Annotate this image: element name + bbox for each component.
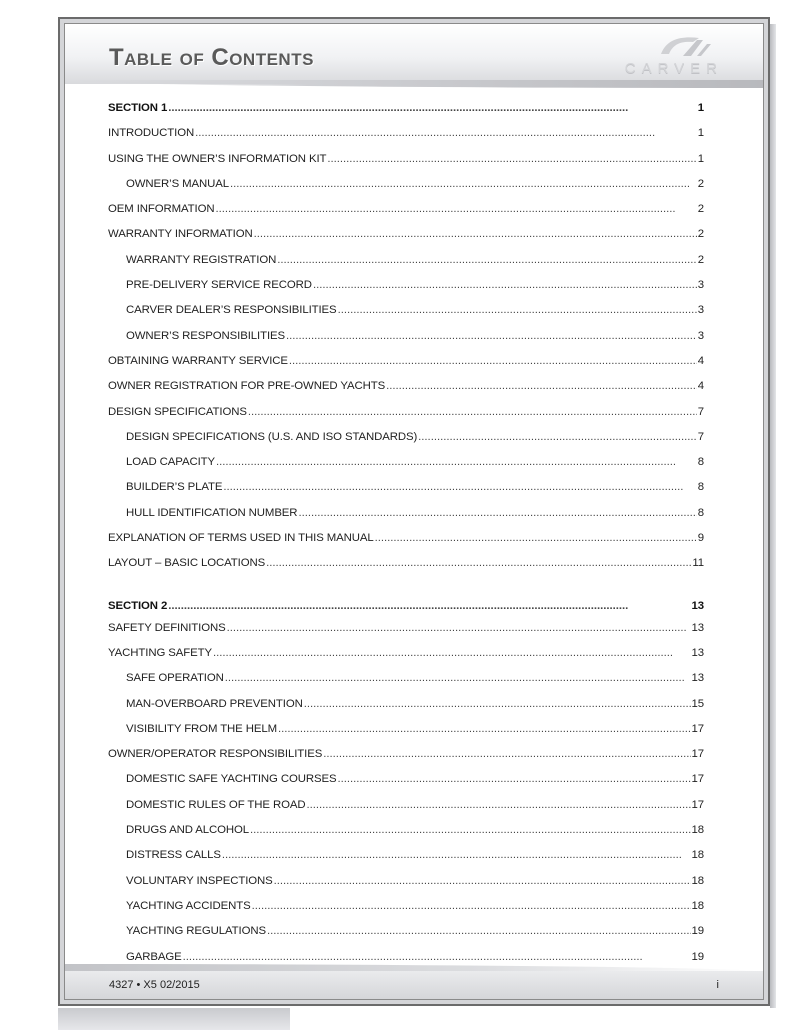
toc-entry-title: YACHTING ACCIDENTS	[126, 899, 251, 912]
toc-entry-page: 3	[697, 304, 704, 317]
toc-entry[interactable]	[108, 647, 704, 672]
toc-entry[interactable]	[108, 875, 704, 900]
page-number: i	[716, 979, 719, 991]
toc-entry-page: 8	[697, 506, 704, 519]
dot-leader	[248, 406, 697, 418]
toc-entry[interactable]	[108, 380, 704, 405]
toc-entry[interactable]	[108, 900, 704, 925]
dot-leader	[222, 849, 691, 861]
dot-leader	[254, 228, 697, 240]
toc-entry[interactable]	[108, 799, 704, 824]
toc-entry-page: 2	[697, 203, 704, 216]
toc-entry-page: 17	[691, 798, 704, 811]
toc-entry-title: LAYOUT – BASIC LOCATIONS	[108, 557, 266, 570]
dot-leader	[278, 723, 691, 735]
dot-leader	[183, 951, 691, 963]
toc-entry[interactable]	[108, 456, 704, 481]
toc-entry-title: OWNER/OPERATOR RESPONSIBILITIES	[108, 748, 323, 761]
toc-entry-page: 4	[697, 354, 704, 367]
toc-entry[interactable]	[108, 849, 704, 874]
toc-entry-title: INTRODUCTION	[108, 127, 195, 140]
dot-leader	[306, 799, 690, 811]
dot-leader	[168, 102, 697, 114]
dot-leader	[225, 672, 691, 684]
toc-entry-page: 3	[697, 279, 704, 292]
toc-entry-page: 18	[691, 849, 704, 862]
toc-entry[interactable]	[108, 557, 704, 582]
toc-entry[interactable]	[108, 925, 704, 950]
dot-leader	[266, 557, 691, 569]
dot-leader	[195, 127, 697, 139]
dot-leader	[375, 532, 697, 544]
toc-entry-title: WARRANTY INFORMATION	[108, 228, 253, 241]
dot-leader	[289, 355, 697, 367]
toc-entry-page: 1	[697, 127, 704, 140]
toc-entry[interactable]	[108, 431, 704, 456]
dot-leader	[274, 875, 691, 887]
toc-entry-title: DOMESTIC RULES OF THE ROAD	[126, 798, 306, 811]
toc-entry-page: 17	[691, 722, 704, 735]
toc-entry-page: 17	[691, 748, 704, 761]
toc-entry-page: 9	[697, 532, 704, 545]
toc-entry-title: VOLUNTARY INSPECTIONS	[126, 874, 273, 887]
toc-entry-page: 18	[691, 899, 704, 912]
toc-entry-title: OWNER’S MANUAL	[126, 177, 230, 190]
brand-wordmark: CARVER	[624, 60, 723, 77]
toc-section-heading[interactable]	[108, 600, 704, 622]
dot-leader	[216, 456, 697, 468]
toc-entry-page: 13	[691, 672, 704, 685]
dot-leader	[418, 431, 697, 443]
toc-entry[interactable]	[108, 748, 704, 773]
toc-entry[interactable]	[108, 228, 704, 253]
toc-entry-page: 2	[697, 228, 704, 241]
toc-entry-title: DRUGS AND ALCOHOL	[126, 824, 249, 837]
toc-entry[interactable]	[108, 279, 704, 304]
toc-entry-title: BUILDER’S PLATE	[126, 481, 223, 494]
dot-leader	[213, 647, 691, 659]
toc-entry-page: 2	[697, 177, 704, 190]
dot-leader	[338, 773, 691, 785]
dot-leader	[286, 330, 697, 342]
toc-entry-title: CARVER DEALER’S RESPONSIBILITIES	[126, 304, 337, 317]
toc-entry[interactable]	[108, 622, 704, 647]
toc-entry[interactable]	[108, 723, 704, 748]
toc-entry-title: USING THE OWNER’S INFORMATION KIT	[108, 152, 327, 165]
toc-entry[interactable]	[108, 824, 704, 849]
dot-leader	[230, 178, 697, 190]
toc-entry-title: MAN-OVERBOARD PREVENTION	[126, 697, 303, 710]
toc-entry[interactable]	[108, 406, 704, 431]
brand-logo	[613, 32, 723, 80]
toc-entry-page: 18	[691, 874, 704, 887]
toc-entry[interactable]	[108, 698, 704, 723]
toc-entry[interactable]	[108, 507, 704, 532]
toc-entry[interactable]	[108, 254, 704, 279]
toc-entry-title: OBTAINING WARRANTY SERVICE	[108, 354, 288, 367]
header-swoosh	[65, 80, 763, 88]
toc-entry-title: SAFE OPERATION	[126, 672, 224, 685]
page-shadow-bottom	[58, 1008, 290, 1030]
toc-entry-page: 7	[697, 430, 704, 443]
toc-entry-title: GARBAGE	[126, 950, 182, 963]
toc-entry-page: 13	[691, 599, 704, 612]
page-body	[64, 23, 764, 1000]
dot-leader	[223, 481, 696, 493]
toc-entry-page: 19	[691, 925, 704, 938]
toc-entry[interactable]	[108, 481, 704, 506]
dot-leader	[313, 279, 697, 291]
toc-entry-title: DOMESTIC SAFE YACHTING COURSES	[126, 773, 337, 786]
table-of-contents	[108, 102, 704, 976]
toc-entry-title: OWNER REGISTRATION FOR PRE-OWNED YACHTS	[108, 380, 386, 393]
document-page	[58, 17, 770, 1006]
dot-leader	[298, 507, 696, 519]
toc-entry-page: 1	[697, 152, 704, 165]
toc-entry-title: OWNER’S RESPONSIBILITIES	[126, 329, 285, 342]
toc-entry-title: EXPLANATION OF TERMS USED IN THIS MANUAL	[108, 532, 374, 545]
toc-entry[interactable]	[108, 203, 704, 228]
toc-entry-title: DESIGN SPECIFICATIONS	[108, 405, 247, 418]
dot-leader	[304, 698, 691, 710]
toc-entry-page: 13	[691, 646, 704, 659]
dot-leader	[386, 380, 697, 392]
toc-entry[interactable]	[108, 153, 704, 178]
toc-entry[interactable]	[108, 304, 704, 329]
toc-entry-title: WARRANTY REGISTRATION	[126, 253, 277, 266]
brand-mark-icon	[653, 32, 713, 62]
document-code: 4327 • X5 02/2015	[109, 979, 200, 991]
toc-entry-page: 19	[691, 950, 704, 963]
toc-entry-title: HULL IDENTIFICATION NUMBER	[126, 506, 298, 519]
toc-entry-title: SECTION 1	[108, 102, 168, 114]
dot-leader	[277, 254, 697, 266]
toc-entry-title: SECTION 2	[108, 599, 168, 612]
dot-leader	[250, 824, 691, 836]
dot-leader	[216, 203, 697, 215]
toc-entry-page: 2	[697, 253, 704, 266]
toc-entry-title: OEM INFORMATION	[108, 203, 215, 216]
toc-entry-page: 13	[691, 621, 704, 634]
toc-entry-page: 3	[697, 329, 704, 342]
toc-entry-title: LOAD CAPACITY	[126, 456, 216, 469]
toc-entry-title: YACHTING SAFETY	[108, 646, 212, 659]
toc-entry-title: DESIGN SPECIFICATIONS (U.S. AND ISO STANDARDS)	[126, 430, 418, 443]
toc-entry-title: VISIBILITY FROM THE HELM	[126, 722, 277, 735]
dot-leader	[323, 748, 690, 760]
toc-entry[interactable]	[108, 672, 704, 697]
dot-leader	[267, 925, 691, 937]
toc-entry-title: DISTRESS CALLS	[126, 849, 221, 862]
toc-entry-page: 8	[697, 481, 704, 494]
toc-entry[interactable]	[108, 127, 704, 152]
dot-leader	[168, 600, 690, 612]
toc-entry-page: 8	[697, 456, 704, 469]
toc-section-heading[interactable]	[108, 102, 704, 127]
dot-leader	[252, 900, 691, 912]
page-shadow-right	[770, 24, 776, 1008]
toc-entry-title: YACHTING REGULATIONS	[126, 925, 266, 938]
toc-entry-page: 18	[691, 824, 704, 837]
toc-entry-title: PRE-DELIVERY SERVICE RECORD	[126, 279, 312, 292]
toc-entry[interactable]	[108, 532, 704, 557]
dot-leader	[338, 304, 697, 316]
toc-entry-page: 11	[692, 557, 704, 570]
toc-entry[interactable]	[108, 178, 704, 203]
toc-entry-page: 7	[697, 405, 704, 418]
toc-entry-title: SAFETY DEFINITIONS	[108, 621, 226, 634]
toc-entry[interactable]	[108, 330, 704, 355]
dot-leader	[227, 622, 691, 634]
toc-entry-page: 4	[697, 380, 704, 393]
toc-entry[interactable]	[108, 355, 704, 380]
toc-entry-page: 1	[697, 102, 704, 114]
toc-entry-page: 17	[691, 773, 704, 786]
page-title: Table of Contents	[109, 44, 314, 71]
toc-entry[interactable]	[108, 773, 704, 798]
dot-leader	[327, 153, 696, 165]
toc-entry-page: 15	[691, 697, 704, 710]
